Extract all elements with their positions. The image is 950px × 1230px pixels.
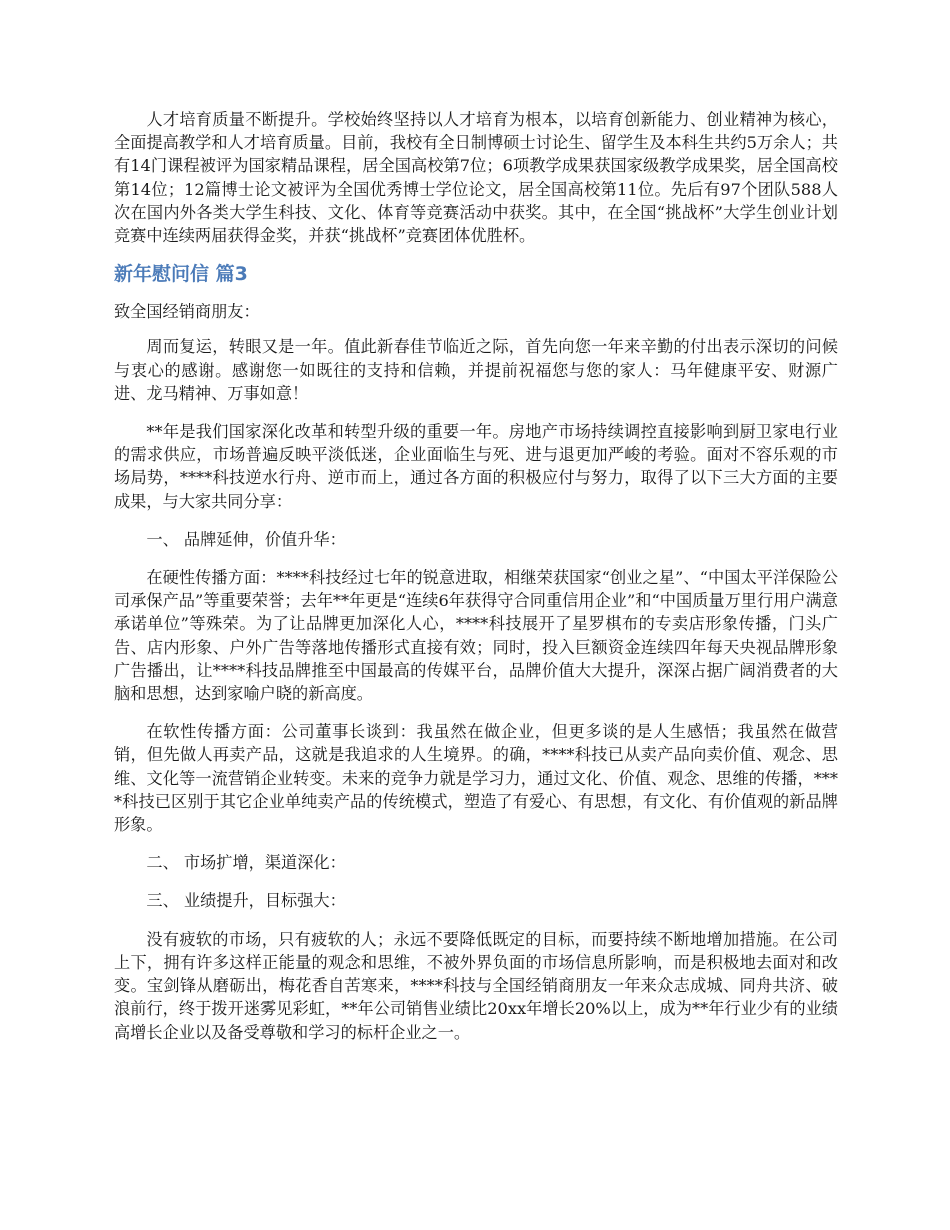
- point-heading-performance: 三、 业绩提升，目标强大：: [146, 891, 346, 911]
- point-heading-market: 二、 市场扩增，渠道深化：: [146, 853, 346, 873]
- soft-communication-paragraph: 在软性传播方面：公司董事长谈到：我虽然在做企业，但更多谈的是人生感悟；我虽然在做营销，但先做人再卖产品，这就是我追求的人生境界。的确，****科技已从卖产品向卖价值、观念、思维、文化等一流营销企业转变。未来的竞争力就是学习力，通过文化、价值、观念、思维的传播，****科技已区别于其它企业单纯卖产品的传统模式，塑造了有爱心、有思想，有文化、有价值观的新品牌形象。: [114, 722, 838, 835]
- salutation: 致全国经销商朋友：: [114, 302, 260, 322]
- hard-communication-paragraph: 在硬性传播方面：****科技经过七年的锐意进取，相继荣获国家“创业之星”、“中国太平洋保险公司承保产品”等重要荣誉；去年**年更是“连续6年获得守合同重信用企业”和“中国质量万里行用户满意承诺单位”等殊荣。为了让品牌更加深化人心，****科技展开了星罗棋布的专卖店形象传播，门头广告、店内形象、户外广告等落地传播形式直接有效；同时，投入巨额资金连续四年每天央视品牌形象广告播出，让****科技品牌推至中国最高的传媒平台，品牌价值大大提升，深深占据广阔消费者的大脑和思想，达到家喻户晓的新高度。: [114, 568, 838, 704]
- document-page: [114, 108, 838, 1059]
- summary-paragraph: **年是我们国家深化改革和转型升级的重要一年。房地产市场持续调控直接影响到厨卫家电行业的需求供应，市场普遍反映平淡低迷，企业面临生与死、进与退更加严峻的考验。面对不容乐观的市场局势，****科技逆水行舟、逆市而上，通过各方面的积极应付与努力，取得了以下三大方面的主要成果，与大家共同分享：: [114, 422, 838, 511]
- section-title: 新年慰问信 篇3: [114, 263, 248, 286]
- point-heading-brand: 一、 品牌延伸，价值升华：: [146, 529, 346, 549]
- intro-paragraph: 人才培育质量不断提升。学校始终坚持以人才培育为根本，以培育创新能力、创业精神为核心，全面提高教学和人才培育质量。目前，我校有全日制博硕士讨论生、留学生及本科生共约5万余人；共有14门课程被评为国家精品课程，居全国高校第7位；6项教学成果获国家级教学成果奖，居全国高校第14位；12篇博士论文被评为全国优秀博士学位论文，居全国高校第11位。先后有97个团队588人次在国内外各类大学生科技、文化、体育等竞赛活动中获奖。其中，在全国“挑战杯”大学生创业计划竞赛中连续两届获得金奖，并获“挑战杯”竞赛团体优胜杯。: [114, 110, 838, 246]
- greeting-paragraph: 周而复运，转眼又是一年。值此新春佳节临近之际，首先向您一年来辛勤的付出表示深切的问候与衷心的感谢。感谢您一如既往的支持和信赖，并提前祝福您与您的家人：马年健康平安、财源广进、龙马精神、万事如意！: [114, 337, 838, 403]
- closing-paragraph: 没有疲软的市场，只有疲软的人；永远不要降低既定的目标，而要持续不断地增加措施。在公司上下，拥有许多这样正能量的观念和思维，不被外界负面的市场信息所影响，而是积极地去面对和改变。宝剑锋从磨砺出，梅花香自苦寒来，****科技与全国经销商朋友一年来众志成城、同舟共济、破浪前行，终于拨开迷雾见彩虹，**年公司销售业绩比20xx年增长20%以上，成为**年行业少有的业绩高增长企业以及备受尊敬和学习的标杆企业之一。: [114, 929, 838, 1042]
